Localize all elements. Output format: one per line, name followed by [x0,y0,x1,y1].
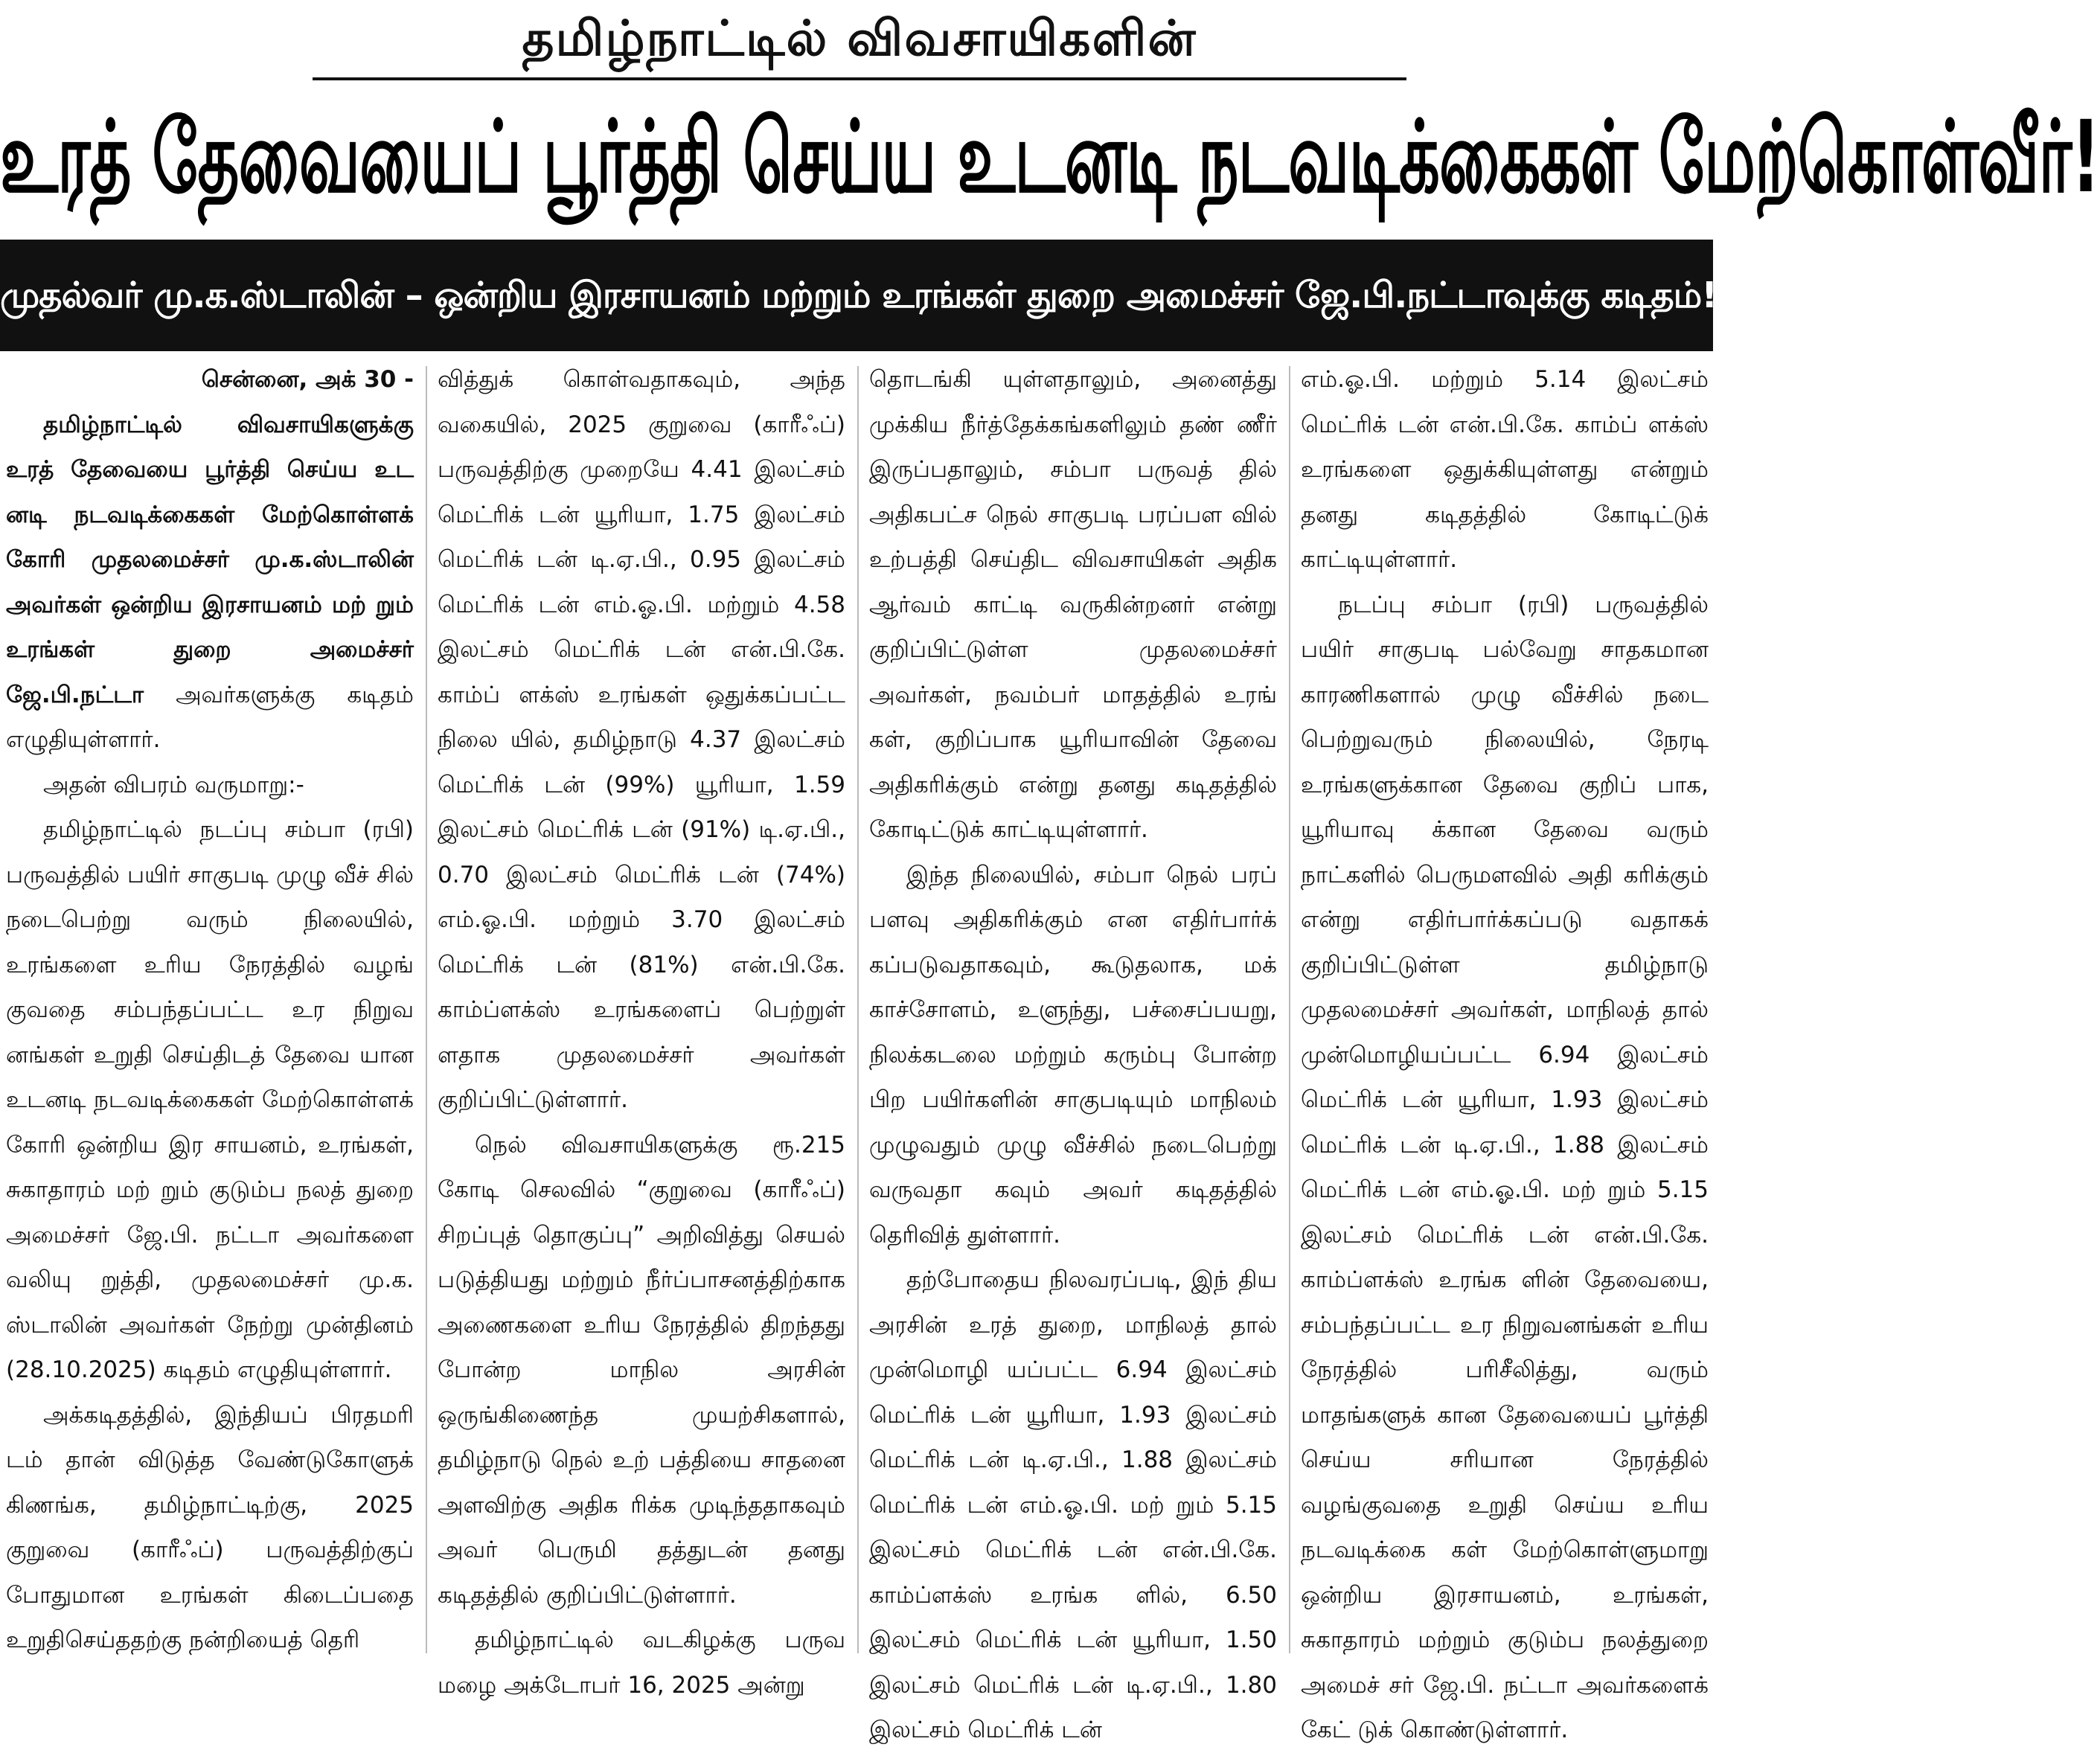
main-headline: உரத் தேவையைப் பூர்த்தி செய்ய உடனடி நடவடிக்கைகள் மேற்கொள்வீர்! [0,100,2100,216]
lead-rest-text: அவர்களுக்கு கடிதம் எழுதியுள்ளார். [6,681,414,753]
paragraph: தமிழ்நாட்டில் வடகிழக்கு பருவ மழை அக்டோபர் 16, 2025 அன்று [438,1627,845,1699]
paragraph: நெல் விவசாயிகளுக்கு ரூ.215 கோடி செலவில் “குறுவை (காரீஃப்) சிறப்புத் தொகுப்பு” அறிவித்து செயல் படுத்தியது மற்றும் நீர்ப்பாசனத்திற்காக அணைகளை உரிய நேரத்தில் திறந்தது போன்ற மாநில அரசின் ஒருங்கிணைந்த முயற்சிகளால், தமிழ்நாடு நெல் உற் பத்தியை சாதனை அளவிற்கு அதிக ரிக்க முடிந்ததாகவும் அவர் பெருமி தத்துடன் தனது கடிதத்தில் குறிப்பிட்டுள்ளார். [438,1131,845,1609]
lead-bold-text: தமிழ்நாட்டில் விவசாயிகளுக்கு உரத் தேவையை பூர்த்தி செய்ய உட னடி நடவடிக்கைகள் மேற்கொள்ளக் கோரி முதலமைச்சர் மு.க.ஸ்டாலின் அவர்கள் ஒன்றிய இரசாயனம் மற் றும் உரங்கள் துறை அமைச்சர் ஜே.பி.நட்டா [6,411,414,708]
article-column-1 [6,357,414,1662]
dateline: சென்னை, அக் 30 - [201,366,414,393]
subhead-text: முதல்வர் மு.க.ஸ்டாலின் – ஒன்றிய இரசாயனம் மற்றும் உரங்கள் துறை அமைச்சர் ஜே.பி.நட்டாவுக்கு கடிதம்! [0,275,1718,316]
paragraph: அதன் விபரம் வருமாறு:- [43,771,304,798]
article-column-2 [438,357,845,1699]
paragraph: வித்துக் கொள்வதாகவும், அந்த வகையில், 2025 குறுவை (காரீஃப்) பருவத்திற்கு முறையே 4.41 இலட்சம் மெட்ரிக் டன் யூரியா, 1.75 இலட்சம் மெட்ரிக் டன் டி.ஏ.பி., 0.95 இலட்சம் மெட்ரிக் டன் எம்.ஓ.பி. மற்றும் 4.58 இலட்சம் மெட்ரிக் டன் என்.பி.கே. காம்ப் ளக்ஸ் உரங்கள் ஒதுக்கப்பட்ட நிலை யில், தமிழ்நாடு 4.37 இலட்சம் மெட்ரிக் டன் (99%) யூரியா, 1.59 இலட்சம் மெட்ரிக் டன் (91%) டி.ஏ.பி., 0.70 இலட்சம் மெட்ரிக் டன் (74%) எம்.ஓ.பி. மற்றும் 3.70 இலட்சம் மெட்ரிக் டன் (81%) என்.பி.கே. காம்ப்ளக்ஸ் உரங்களைப் பெற்றுள் ளதாக முதலமைச்சர் அவர்கள் குறிப்பிட்டுள்ளார். [438,366,845,1113]
paragraph: தற்போதைய நிலவரப்படி, இந் திய அரசின் உரத் துறை, மாநிலத் தால் முன்மொழி யப்பட்ட 6.94 இலட்சம் மெட்ரிக் டன் யூரியா, 1.93 இலட்சம் மெட்ரிக் டன் டி.ஏ.பி., 1.88 இலட்சம் மெட்ரிக் டன் எம்.ஓ.பி. மற் றும் 5.15 இலட்சம் மெட்ரிக் டன் என்.பி.கே. காம்ப்ளக்ஸ் உரங்க ளில், 6.50 இலட்சம் மெட்ரிக் டன் யூரியா, 1.50 இலட்சம் மெட்ரிக் டன் டி.ஏ.பி., 1.80 இலட்சம் மெட்ரிக் டன் [869,1266,1277,1743]
article-column-3 [869,357,1277,1743]
paragraph: அக்கடிதத்தில், இந்தியப் பிரதமரி டம் தான் விடுத்த வேண்டுகோளுக் கிணங்க, தமிழ்நாட்டிற்கு, 2025 குறுவை (காரீஃப்) பருவத்திற்குப் போதுமான உரங்கள் கிடைப்பதை உறுதிசெய்ததற்கு நன்றியைத் தெரி [6,1401,414,1653]
paragraph: தமிழ்நாட்டில் நடப்பு சம்பா (ரபி) பருவத்தில் பயிர் சாகுபடி முழு வீச் சில் நடைபெற்று வரும் நிலையில், உரங்களை உரிய நேரத்தில் வழங் குவதை சம்பந்தப்பட்ட உர நிறுவ னங்கள் உறுதி செய்திடத் தேவை யான உடனடி நடவடிக்கைகள் மேற்கொள்ளக் கோரி ஒன்றிய இர சாயனம், உரங்கள், சுகாதாரம் மற் றும் குடும்ப நலத் துறை அமைச்சர் ஜே.பி. நட்டா அவர்களை வலியு றுத்தி, முதலமைச்சர் மு.க. ஸ்டாலின் அவர்கள் நேற்று முன்தினம் (28.10.2025) கடிதம் எழுதியுள்ளார். [6,816,414,1383]
article-column-4 [1301,357,1709,1743]
paragraph: எம்.ஓ.பி. மற்றும் 5.14 இலட்சம் மெட்ரிக் டன் என்.பி.கே. காம்ப் ளக்ஸ் உரங்களை ஒதுக்கியுள்ளது என்றும் தனது கடிதத்தில் கோடிட்டுக் காட்டியுள்ளார். [1301,366,1709,573]
paragraph: நடப்பு சம்பா (ரபி) பருவத்தில் பயிர் சாகுபடி பல்வேறு சாதகமான காரணிகளால் முழு வீச்சில் நடை பெற்றுவரும் நிலையில், நேரடி உரங்களுக்கான தேவை குறிப் பாக, யூரியாவு க்கான தேவை வரும் நாட்களில் பெருமளவில் அதி கரிக்கும் என்று எதிர்பார்க்கப்படு வதாகக் குறிப்பிட்டுள்ள தமிழ்நாடு முதலமைச்சர் அவர்கள், மாநிலத் தால் முன்மொழியப்பட்ட 6.94 இலட்சம் மெட்ரிக் டன் யூரியா, 1.93 இலட்சம் மெட்ரிக் டன் டி.ஏ.பி., 1.88 இலட்சம் மெட்ரிக் டன் எம்.ஓ.பி. மற் றும் 5.15 இலட்சம் மெட்ரிக் டன் என்.பி.கே. காம்ப்ளக்ஸ் உரங்க ளின் தேவையை, சம்பந்தப்பட்ட உர நிறுவனங்கள் உரிய நேரத்தில் பரிசீலித்து, வரும் மாதங்களுக் கான தேவையைப் பூர்த்தி செய்ய சரியான நேரத்தில் வழங்குவதை உறுதி செய்ய உரிய நடவடிக்கை கள் மேற்கொள்ளுமாறு ஒன்றிய இரசாயனம், உரங்கள், சுகாதாரம் மற்றும் குடும்ப நலத்துறை அமைச் சர் ஜே.பி. நட்டா அவர்களைக் கேட் டுக் கொண்டுள்ளார். [1301,591,1709,1743]
lead-paragraph [6,403,414,763]
article-body [0,357,1713,1743]
kicker-headline: தமிழ்நாட்டில் விவசாயிகளின் [522,10,1197,67]
paragraph: இந்த நிலையில், சம்பா நெல் பரப் பளவு அதிகரிக்கும் என எதிர்பார்க் கப்படுவதாகவும், கூடுதலாக, மக் காச்சோளம், உளுந்து, பச்சைப்பயறு, நிலக்கடலை மற்றும் கரும்பு போன்ற பிற பயிர்களின் சாகுபடியும் மாநிலம் முழுவதும் முழு வீச்சில் நடைபெற்று வருவதா கவும் அவர் கடிதத்தில் தெரிவித் துள்ளார். [869,861,1277,1249]
paragraph: தொடங்கி யுள்ளதாலும், அனைத்து முக்கிய நீர்த்தேக்கங்களிலும் தண் ணீர் இருப்பதாலும், சம்பா பருவத் தில் அதிகபட்ச நெல் சாகுபடி பரப்பள வில் உற்பத்தி செய்திட விவசாயிகள் அதிக ஆர்வம் காட்டி வருகின்றனர் என்று குறிப்பிட்டுள்ள முதலமைச்சர் அவர்கள், நவம்பர் மாதத்தில் உரங் கள், குறிப்பாக யூரியாவின் தேவை அதிகரிக்கும் என்று தனது கடிதத்தில் கோடிட்டுக் காட்டியுள்ளார். [869,366,1277,843]
